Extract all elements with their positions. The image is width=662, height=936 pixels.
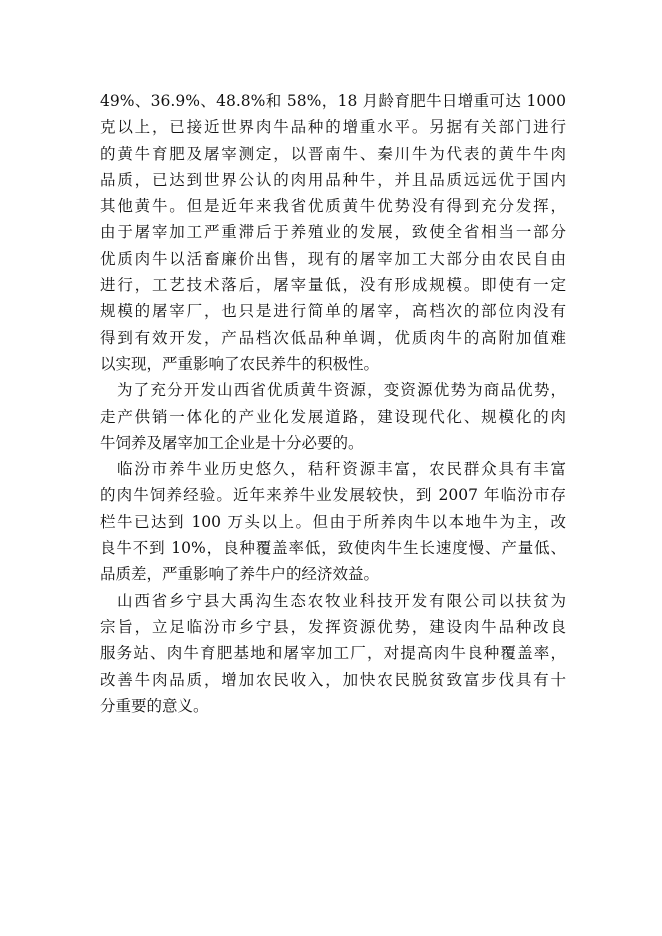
text-line: 临汾市养牛业历史悠久，秸秆资源丰富，农民群众具有丰富 [117,460,566,479]
paragraph [100,377,566,456]
text-line: 良牛不到 10%，良种覆盖率低，致使肉牛生长速度慢、产量低、 [100,539,566,558]
text-line: 宗旨，立足临汾市乡宁县，发挥资源优势，建设肉牛品种改良 [100,617,566,636]
document-body [100,88,566,719]
paragraph [100,88,566,377]
paragraph [100,456,566,587]
text-line: 进行，工艺技术落后，屠宰量低，没有形成规模。即使有一定 [100,276,566,295]
text-line: 的肉牛饲养经验。近年来养牛业发展较快，到 2007 年临汾市存 [100,486,566,505]
text-line: 改善牛肉品质，增加农民收入，加快农民脱贫致富步伐具有十 [100,670,566,689]
text-line: 牛饲养及屠宰加工企业是十分必要的。 [100,433,364,452]
text-line: 栏牛已达到 100 万头以上。但由于所养肉牛以本地牛为主，改 [100,512,566,531]
text-line: 克以上，已接近世界肉牛品种的增重水平。另据有关部门进行 [100,118,566,137]
text-line: 为了充分开发山西省优质黄牛资源，变资源优势为商品优势， [117,381,566,400]
text-line: 山西省乡宁县大禹沟生态农牧业科技开发有限公司以扶贫为 [117,591,566,610]
text-line: 得到有效开发，产品档次低品种单调，优质肉牛的高附加值难 [100,328,566,347]
text-line: 优质肉牛以活畜廉价出售，现有的屠宰加工大部分由农民自由 [100,249,566,268]
text-line: 以实现，严重影响了农民养牛的积极性。 [100,354,380,373]
text-line: 品质差，严重影响了养牛户的经济效益。 [100,565,380,584]
text-line: 49%、36.9%、48.8%和 58%，18 月龄育肥牛日增重可达 1000 [100,92,566,110]
text-line: 分重要的意义。 [100,696,209,715]
paragraph [100,588,566,719]
text-line: 规模的屠宰厂，也只是进行简单的屠宰，高档次的部位肉没有 [100,302,566,321]
text-line: 服务站、肉牛育肥基地和屠宰加工厂，对提高肉牛良种覆盖率， [100,644,566,663]
text-line: 由于屠宰加工严重滞后于养殖业的发展，致使全省相当一部分 [100,223,566,242]
text-line: 品质，已达到世界公认的肉用品种牛，并且品质远远优于国内 [100,170,566,189]
text-line: 其他黄牛。但是近年来我省优质黄牛优势没有得到充分发挥， [100,197,566,216]
text-line: 的黄牛育肥及屠宰测定，以晋南牛、秦川牛为代表的黄牛牛肉 [100,144,566,163]
text-line: 走产供销一体化的产业化发展道路，建设现代化、规模化的肉 [100,407,566,426]
